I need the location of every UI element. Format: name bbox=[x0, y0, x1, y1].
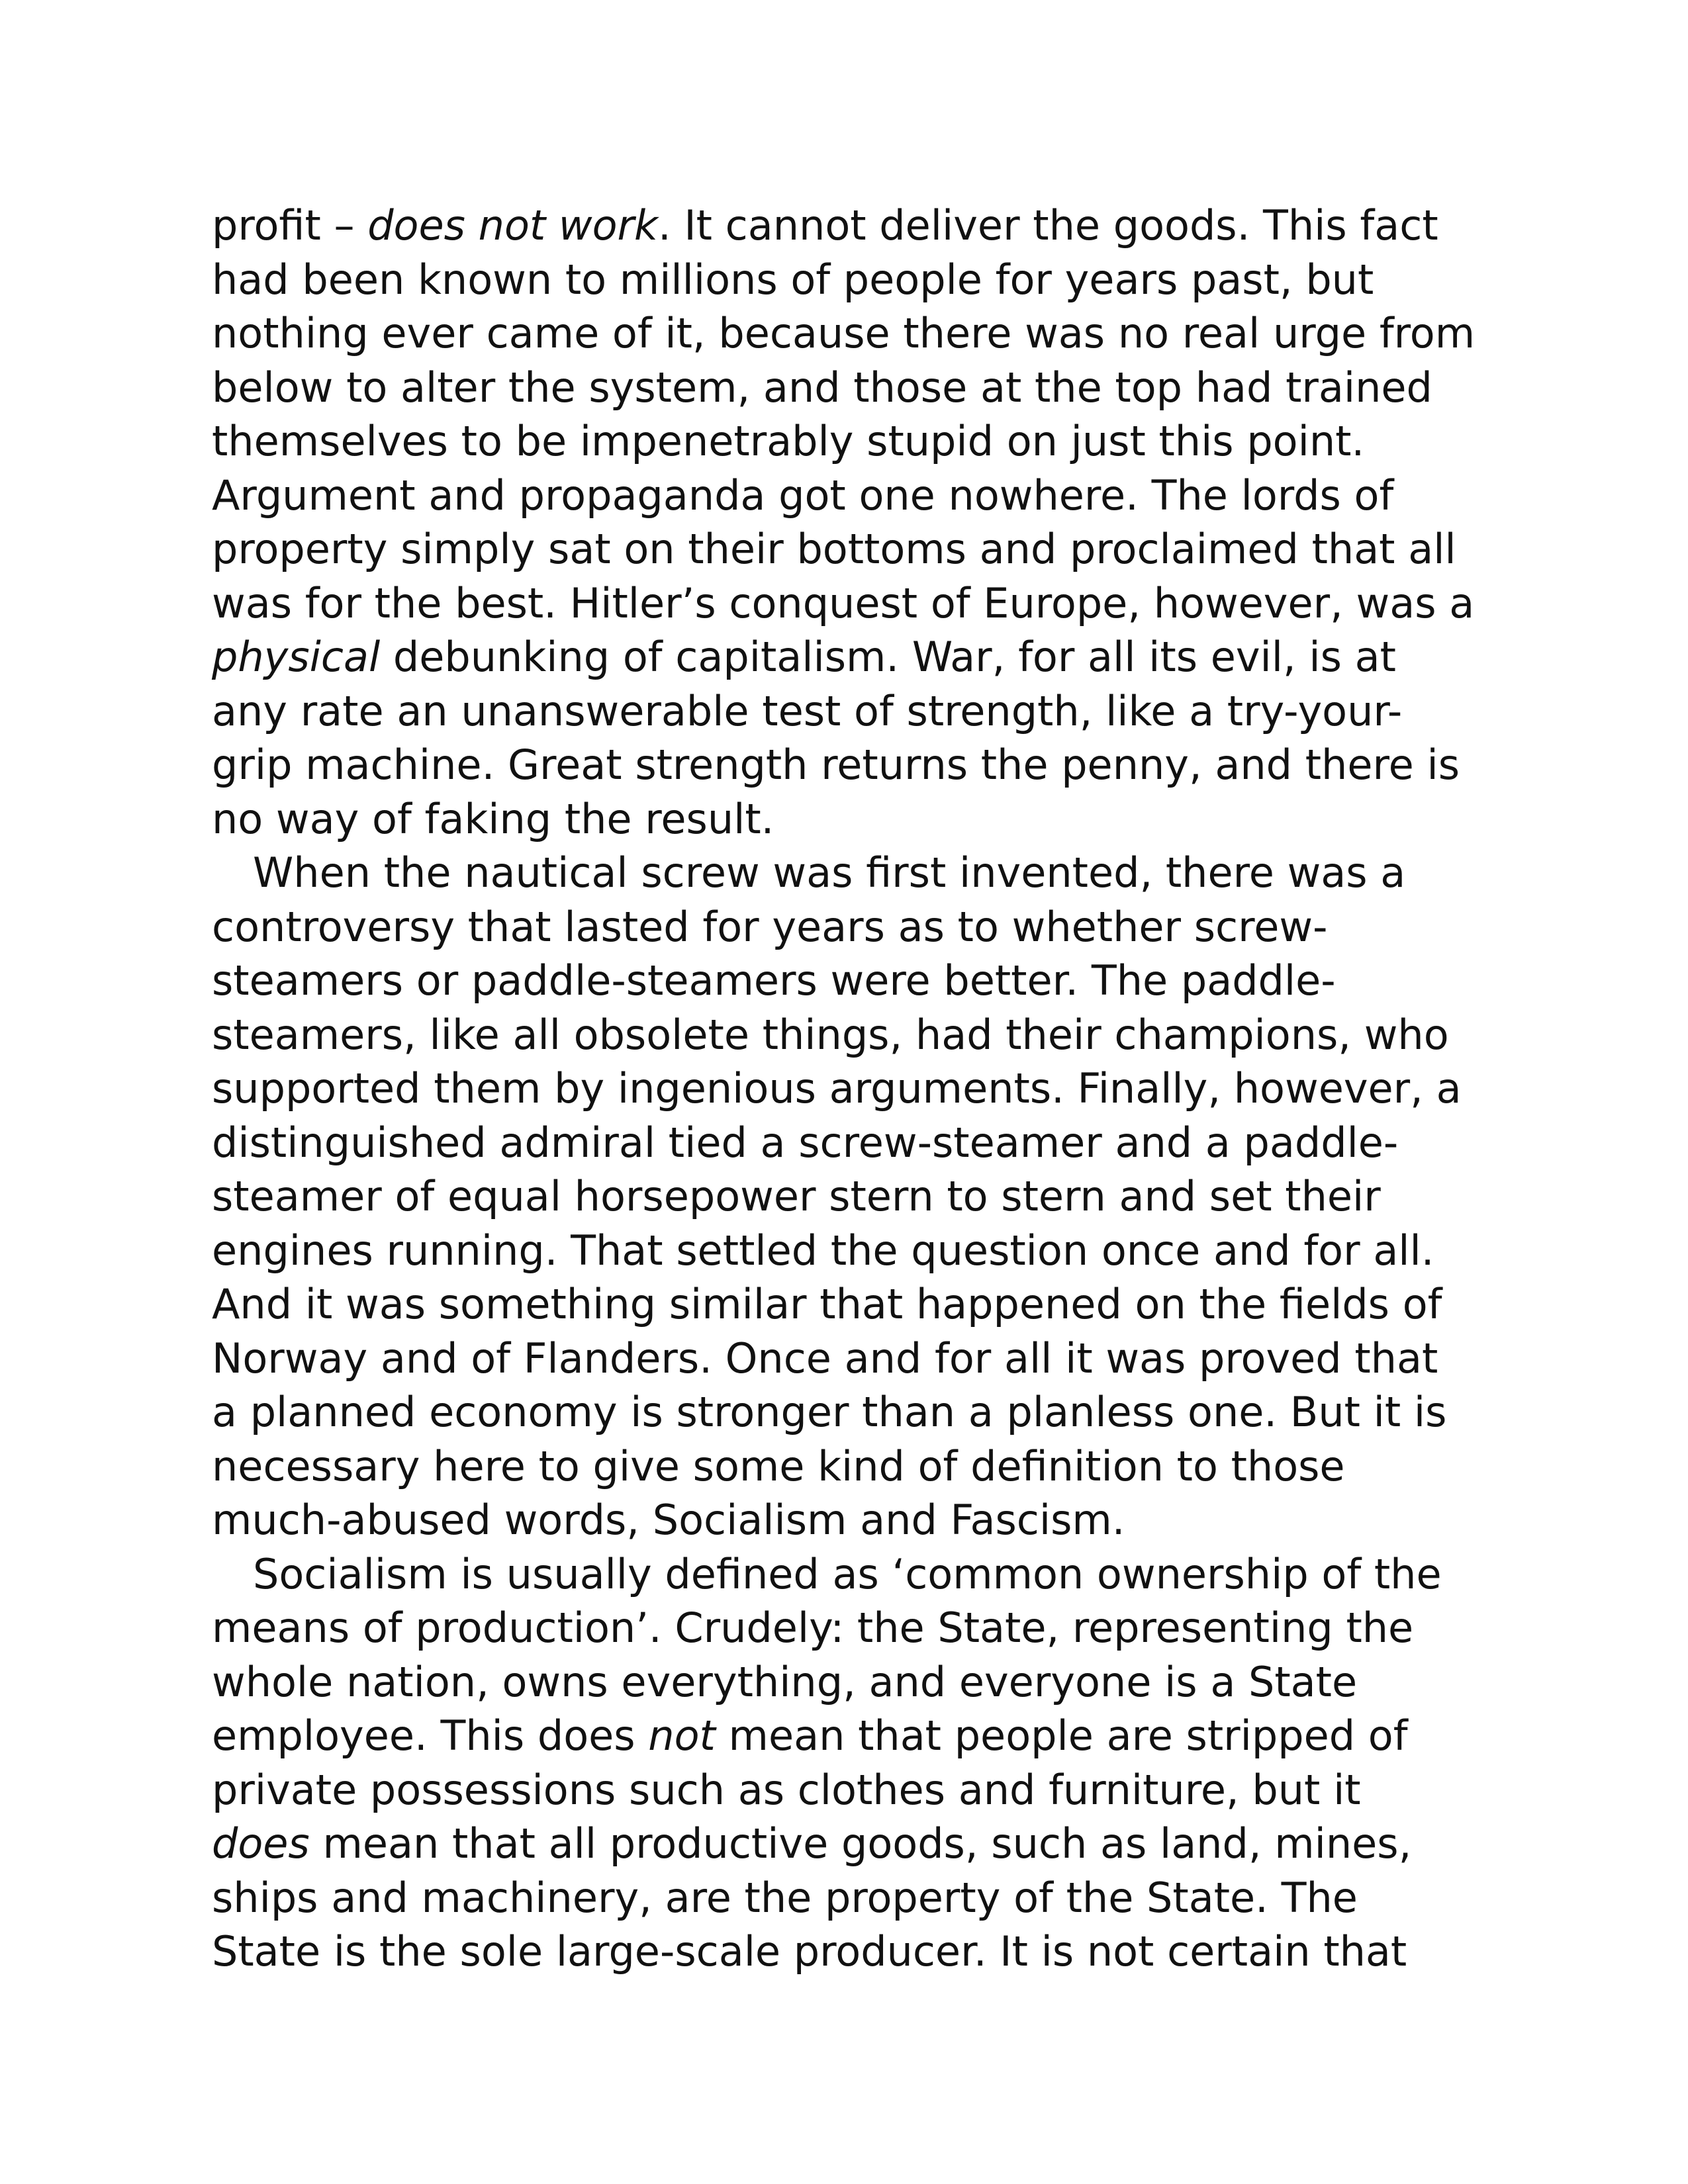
text-line bbox=[212, 306, 1509, 361]
text-run: . It cannot deliver the goods. This fact bbox=[657, 201, 1438, 250]
text-line bbox=[212, 1709, 1509, 1763]
text-line bbox=[212, 684, 1509, 739]
text-run: And it was something similar that happened on the fields of bbox=[212, 1280, 1442, 1328]
text-run: Norway and of Flanders. Once and for all it was proved that bbox=[212, 1334, 1438, 1383]
italic-text: does not work bbox=[367, 201, 658, 250]
text-run: private possessions such as clothes and furniture, but it bbox=[212, 1765, 1361, 1814]
text-run: engines running. That settled the question once and for all. bbox=[212, 1226, 1434, 1275]
text-line bbox=[212, 1224, 1509, 1278]
text-line bbox=[212, 1439, 1509, 1494]
text-run: grip machine. Great strength returns the penny, and there is bbox=[212, 741, 1460, 789]
text-run: mean that people are stripped of bbox=[715, 1711, 1408, 1760]
paragraph bbox=[212, 1547, 1509, 1979]
text-run: steamer of equal horsepower stern to stern and set their bbox=[212, 1172, 1381, 1220]
italic-text: not bbox=[648, 1711, 716, 1760]
text-run: When the nautical screw was first invented, there was a bbox=[253, 848, 1406, 897]
text-run: necessary here to give some kind of definition to those bbox=[212, 1441, 1345, 1490]
text-line bbox=[212, 1008, 1509, 1062]
text-line bbox=[212, 1655, 1509, 1709]
text-line bbox=[212, 469, 1509, 523]
text-line bbox=[212, 1547, 1509, 1602]
text-line bbox=[212, 1817, 1509, 1871]
text-run: debunking of capitalism. War, for all its evil, is at bbox=[380, 633, 1396, 681]
paragraph bbox=[212, 199, 1509, 846]
text-line bbox=[212, 1601, 1509, 1655]
text-run: means of production’. Crudely: the State, representing the bbox=[212, 1604, 1414, 1652]
text-run: had been known to millions of people for years past, but bbox=[212, 255, 1374, 304]
text-line bbox=[212, 1169, 1509, 1224]
text-line bbox=[212, 253, 1509, 307]
text-line bbox=[212, 1763, 1509, 1817]
text-line bbox=[212, 1493, 1509, 1547]
text-run: nothing ever came of it, because there was no real urge from bbox=[212, 309, 1476, 357]
text-run: mean that all productive goods, such as land, mines, bbox=[309, 1819, 1412, 1868]
text-run: profit – bbox=[212, 201, 368, 250]
text-line bbox=[212, 1062, 1509, 1116]
text-run: property simply sat on their bottoms and proclaimed that all bbox=[212, 525, 1456, 573]
text-line bbox=[212, 1116, 1509, 1170]
text-run: much-abused words, Socialism and Fascism. bbox=[212, 1496, 1125, 1544]
text-run: State is the sole large-scale producer. It is not certain that bbox=[212, 1927, 1407, 1976]
text-run: supported them by ingenious arguments. Finally, however, a bbox=[212, 1064, 1462, 1113]
text-line bbox=[212, 1925, 1509, 1979]
text-run: below to alter the system, and those at the top had trained bbox=[212, 363, 1432, 412]
text-line bbox=[212, 1332, 1509, 1386]
text-run: any rate an unanswerable test of strength, like a try-your- bbox=[212, 686, 1403, 735]
text-run: a planned economy is stronger than a planless one. But it is bbox=[212, 1388, 1447, 1436]
text-run: ships and machinery, are the property of the State. The bbox=[212, 1873, 1358, 1922]
text-line bbox=[212, 199, 1509, 253]
text-line bbox=[212, 361, 1509, 415]
text-run: whole nation, owns everything, and everyone is a State bbox=[212, 1657, 1358, 1706]
paragraph bbox=[212, 846, 1509, 1547]
text-line bbox=[212, 954, 1509, 1008]
text-line bbox=[212, 1385, 1509, 1439]
text-line bbox=[212, 522, 1509, 576]
text-run: Argument and propaganda got one nowhere. The lords of bbox=[212, 471, 1394, 520]
text-line bbox=[212, 792, 1509, 846]
text-line bbox=[212, 846, 1509, 900]
text-run: employee. This does bbox=[212, 1711, 649, 1760]
text-run: distinguished admiral tied a screw-steamer and a paddle- bbox=[212, 1118, 1399, 1167]
text-line bbox=[212, 1277, 1509, 1332]
text-run: steamers, like all obsolete things, had their champions, who bbox=[212, 1010, 1449, 1059]
text-line bbox=[212, 900, 1509, 954]
text-line bbox=[212, 576, 1509, 631]
text-line bbox=[212, 414, 1509, 469]
italic-text: physical bbox=[212, 633, 381, 681]
body-text bbox=[212, 199, 1509, 1979]
text-line bbox=[212, 738, 1509, 792]
text-run: was for the best. Hitler’s conquest of Europe, however, was a bbox=[212, 578, 1475, 627]
text-run: steamers or paddle-steamers were better. The paddle- bbox=[212, 956, 1336, 1005]
text-run: no way of faking the result. bbox=[212, 794, 774, 843]
text-line bbox=[212, 630, 1509, 684]
text-run: themselves to be impenetrably stupid on just this point. bbox=[212, 417, 1365, 465]
text-line bbox=[212, 1871, 1509, 1925]
text-run: Socialism is usually defined as ‘common ownership of the bbox=[253, 1549, 1442, 1598]
text-run: controversy that lasted for years as to whether screw- bbox=[212, 902, 1328, 951]
italic-text: does bbox=[212, 1819, 310, 1868]
